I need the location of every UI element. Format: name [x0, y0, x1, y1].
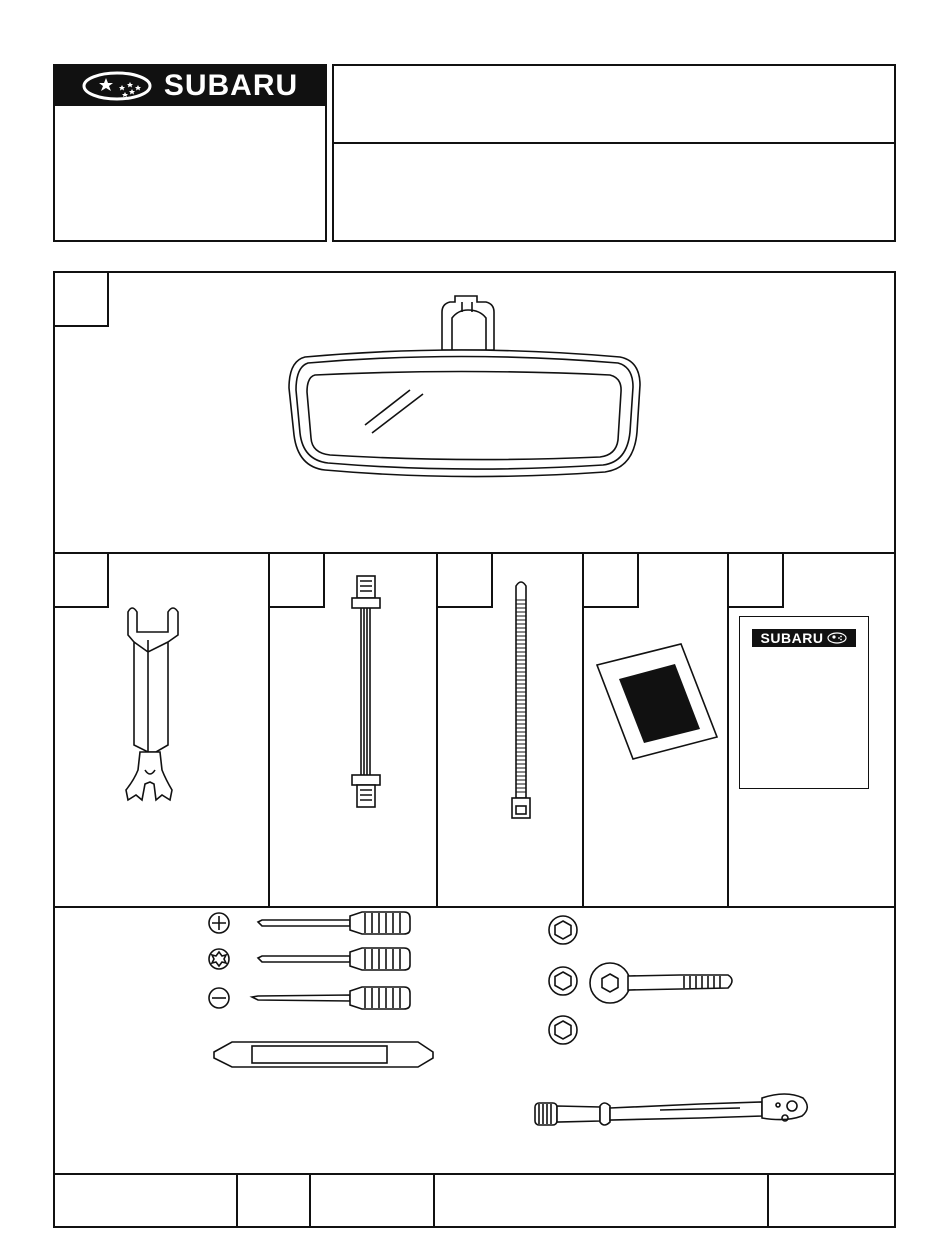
- socket-icon: [549, 1016, 577, 1044]
- socket-icon: [549, 967, 577, 995]
- brand-wordmark: SUBARU: [163, 69, 299, 102]
- torque-wrench-illustration: [535, 1094, 807, 1125]
- ratchet-wrench-illustration: [590, 963, 732, 1003]
- manual-brand: SUBARU: [760, 630, 824, 646]
- socket-icon: [549, 916, 577, 944]
